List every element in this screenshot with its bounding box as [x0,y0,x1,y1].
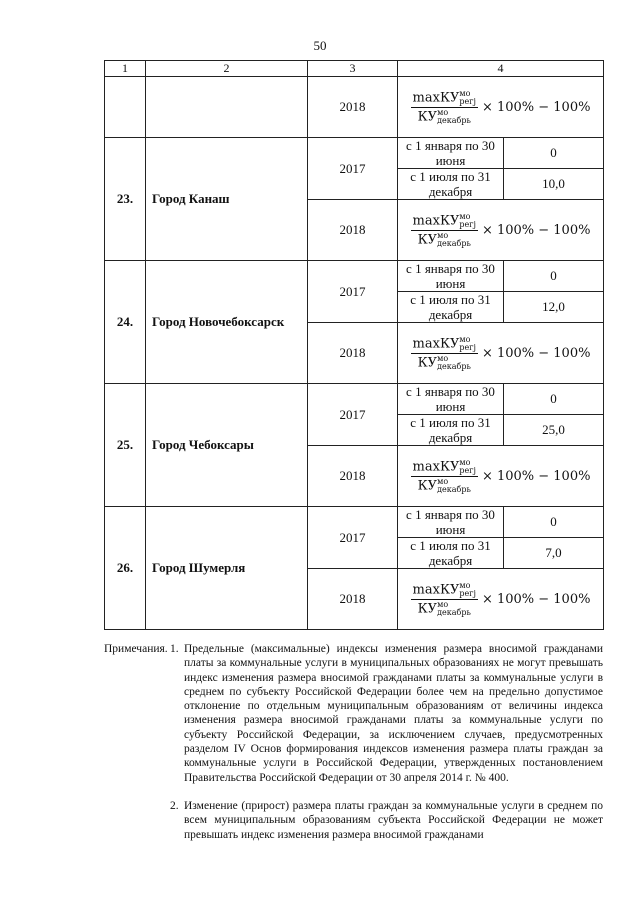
value-cell: 7,0 [504,538,604,569]
row-number: 25. [105,384,146,507]
index-formula [398,459,603,494]
formula-tail: × 100% − 100% [481,222,591,238]
formula-den-sub: декабрь [437,607,471,617]
formula-den-sup: мо [437,353,449,363]
formula-numerator [411,582,478,600]
formula-denominator [416,108,473,125]
formula-cell [398,323,604,384]
formula-den-sup: мо [437,230,449,240]
index-formula [398,90,603,125]
name-cell [146,77,308,138]
period-cell: с 1 января по 30 июня [398,138,504,169]
formula-den-main: КУ [417,601,438,616]
header-col-3: 3 [308,61,398,77]
formula-num-sup: мо [459,457,471,467]
formula-den-sup: мо [437,476,449,486]
notes-label: Примечания. [104,643,168,655]
number-cell [105,77,146,138]
year-cell: 2017 [308,261,398,323]
table-row [105,77,604,138]
formula-num-main: maxКУ [412,90,460,105]
table-row [105,138,604,169]
value-cell: 0 [504,507,604,538]
formula-fraction [411,90,478,125]
year-cell: 2017 [308,507,398,569]
formula-tail: × 100% − 100% [481,99,591,115]
year-cell: 2017 [308,384,398,446]
period-cell: с 1 июля по 31 декабря [398,538,504,569]
page-number: 50 [313,38,327,53]
formula-num-sub: регj [459,96,476,106]
formula-numerator [411,459,478,477]
year-cell: 2017 [308,138,398,200]
formula-den-main: КУ [417,478,438,493]
note-text: Изменение (прирост) размера платы граждан за коммунальные услуги в среднем по всем муниципальным образованиям субъекта Российской Федерации не может превышать индекс изменения размера вносимой гражданами [184,800,603,841]
header-col-2: 2 [146,61,308,77]
formula-den-main: КУ [417,355,438,370]
formula-den-main: КУ [417,109,438,124]
formula-numerator [411,213,478,231]
value-cell: 0 [504,384,604,415]
formula-num-main: maxКУ [412,459,460,474]
formula-den-sub: декабрь [437,484,471,494]
header-col-1: 1 [105,61,146,77]
formula-numerator [411,90,478,108]
value-cell: 10,0 [504,169,604,200]
value-cell: 25,0 [504,415,604,446]
formula-num-sub: регj [459,465,476,475]
note-item [170,642,603,785]
period-cell: с 1 января по 30 июня [398,261,504,292]
period-cell: с 1 июля по 31 декабря [398,415,504,446]
formula-fraction [411,582,478,617]
tariff-table [104,60,604,630]
formula-num-sup: мо [459,334,471,344]
municipality-name: Город Шумерля [146,507,308,630]
formula-numerator [411,336,478,354]
value-cell: 12,0 [504,292,604,323]
formula-num-sup: мо [459,211,471,221]
formula-den-sup: мо [437,599,449,609]
year-cell: 2018 [308,323,398,384]
row-number: 26. [105,507,146,630]
formula-num-sup: мо [459,580,471,590]
index-formula [398,582,603,617]
row-number: 23. [105,138,146,261]
period-cell: с 1 января по 30 июня [398,507,504,538]
year-cell: 2018 [308,569,398,630]
formula-denominator [416,600,473,617]
year-cell: 2018 [308,77,398,138]
formula-cell [398,446,604,507]
formula-den-sup: мо [437,107,449,117]
index-formula [398,336,603,371]
note-number: 1. [170,643,179,655]
index-formula [398,213,603,248]
note-number: 2. [170,800,179,812]
formula-num-main: maxКУ [412,336,460,351]
formula-denominator [416,231,473,248]
year-cell: 2018 [308,200,398,261]
municipality-name: Город Чебоксары [146,384,308,507]
table-row [105,384,604,415]
municipality-name: Город Новочебоксарск [146,261,308,384]
municipality-name: Город Канаш [146,138,308,261]
header-col-4: 4 [398,61,604,77]
note-text: Предельные (максимальные) индексы изменения размера вносимой гражданами платы за коммунальные услуги в муниципальных образованиях не могут превышать индекс изменения размера вносимой гражданами платы за коммунальные услуги в среднем по субъекту Российской Федерации более чем на предельно допустимое отклонение по отдельным муниципальным образованиям от величины индекса изменения размера вносимой гражданами платы за коммунальные услуги по субъекту Российской Федерации, за исключением случаев, предусмотренных разделом IV Основ формирования индексов изменения размера платы граждан за коммунальные услуги в Российской Федерации, утвержденных постановлением Правительства Российской Федерации от 30 апреля 2014 г. № 400. [184,643,603,784]
formula-tail: × 100% − 100% [481,345,591,361]
formula-tail: × 100% − 100% [481,591,591,607]
formula-den-sub: декабрь [437,115,471,125]
formula-denominator [416,477,473,494]
formula-den-sub: декабрь [437,238,471,248]
formula-tail: × 100% − 100% [481,468,591,484]
formula-fraction [411,213,478,248]
formula-num-sub: регj [459,342,476,352]
value-cell: 0 [504,261,604,292]
formula-cell [398,200,604,261]
formula-num-sub: регj [459,219,476,229]
table-row [105,507,604,538]
year-cell: 2018 [308,446,398,507]
period-cell: с 1 января по 30 июня [398,384,504,415]
formula-den-sub: декабрь [437,361,471,371]
formula-fraction [411,459,478,494]
formula-num-sup: мо [459,88,471,98]
formula-num-sub: регj [459,588,476,598]
table-row [105,261,604,292]
value-cell: 0 [504,138,604,169]
header-row [105,61,604,77]
period-cell: с 1 июля по 31 декабря [398,169,504,200]
formula-fraction [411,336,478,371]
period-cell: с 1 июля по 31 декабря [398,292,504,323]
formula-num-main: maxКУ [412,582,460,597]
formula-num-main: maxКУ [412,213,460,228]
note-item [170,799,603,842]
formula-denominator [416,354,473,371]
formula-cell [398,77,604,138]
formula-cell [398,569,604,630]
row-number: 24. [105,261,146,384]
formula-den-main: КУ [417,232,438,247]
